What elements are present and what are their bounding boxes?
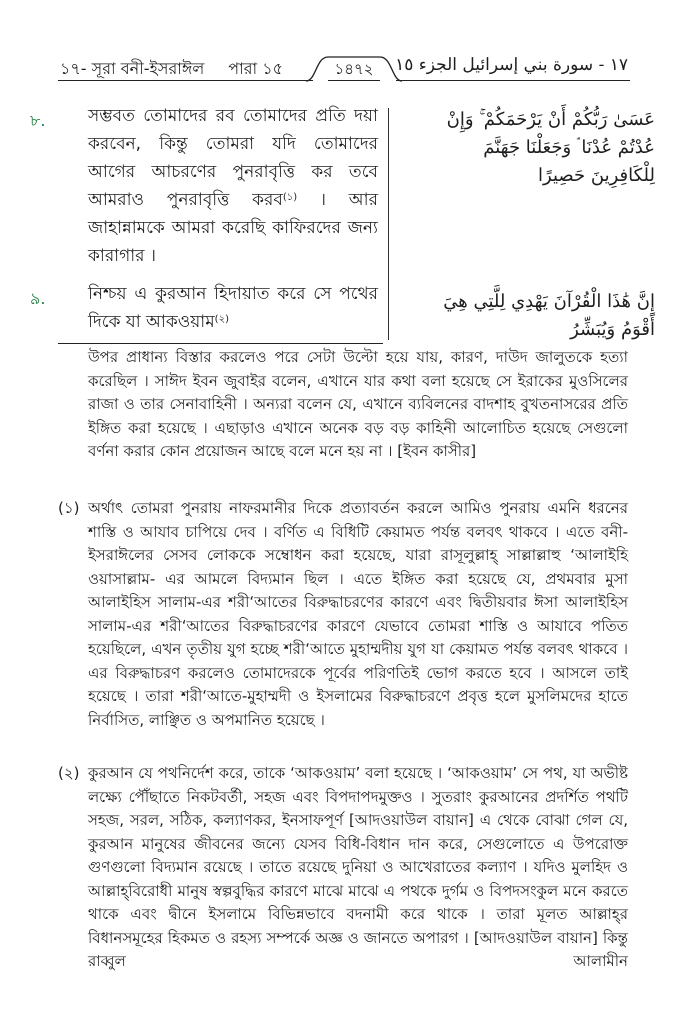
verse-arabic: عَسَىٰ رَبُّكُمْ أَنْ يَرْحَمَكُمْ ۚ وَإِنْ عُدْتُمْ عُدْنَا ۘ وَجَعَلْنَا جَهَنَّمَ لِلْكَافِرِينَ حَصِيرًا bbox=[446, 109, 655, 186]
footnote-ref-1[interactable]: (১) bbox=[282, 192, 298, 203]
header-rule-left bbox=[58, 80, 313, 81]
verse-translation bbox=[88, 102, 378, 270]
header-page-number: ১৪৭২ bbox=[334, 60, 374, 78]
running-header bbox=[58, 52, 630, 82]
verse-arabic: إِنَّ هَٰذَا الْقُرْآنَ يَهْدِي لِلَّتِي هِيَ أَقْوَمُ وَيُبَشِّرُ bbox=[443, 291, 655, 340]
column-divider bbox=[388, 108, 389, 340]
header-sura-arabic: ١٧ - سورة بني إسرائيل الجزء ١٥ bbox=[395, 55, 628, 75]
footnote-number: (১) bbox=[58, 499, 80, 517]
verse-translation bbox=[88, 280, 378, 336]
footnote-continued: উপর প্রাধান্য বিস্তার করলেও পরে সেটা উল্টো হয়ে যায়, কারণ, দাউদ জালুতকে হত্যা করেছিল । সাঈদ ইবন জুবাইর বলেন, এখানে যার কথা বলা হয়েছে সে ইরাকের মুওসিলের রাজা ও তার সেনাবাহিনী । অন্যরা বলেন যে, এখানে ব্যবিলনের বাদশাহ বুখতনাসরের প্রতি ইঙ্গিত করা হয়েছে । এছাড়াও এখানে অনেক বড় বড় কাহিনী আলোচিত হয়েছে সেগুলো বর্ণনা করার কোন প্রয়োজন আছে বলে মনে হয় না । [ইবন কাসীর] bbox=[88, 348, 628, 460]
footnote-text: অর্থাৎ তোমরা পুনরায় নাফরমানীর দিকে প্রত্যাবর্তন করলে আমিও পুনরায় এমনি ধরনের শাস্তি ও আযাব চাপিয়ে দেব । বর্ণিত এ বিধিটি কেয়ামত পর্যন্ত বলবৎ থাকবে । এতে বনী-ইসরাঈলের সেসব লোককে সম্বোধন করা হয়েছে, যারা রাসূলুল্লাহ্ সাল্লাল্লাহু ‘আলাইহি ওয়াসাল্লাম- এর আমলে বিদ্যমান ছিল । এতে ইঙ্গিত করা হয়েছে যে, প্রথমবার মুসা আলাইহিস সালাম-এর শরী‘আতের বিরুদ্ধাচরণের কারণে এবং দ্বিতীয়বার ঈসা আলাইহিস সালাম-এর শরী‘আতের বিরুদ্ধাচরণের কারণে যেভাবে তোমরা শাস্তি ও আযাবে পতিত হয়েছিলে, এখন তৃতীয় যুগ হচ্ছে শরী‘আতে মুহাম্মদীয় যুগ যা কেয়ামত পর্যন্ত বলবৎ থাকবে । এর বিরুদ্ধাচরণ করলেও তোমাদেরকে পূর্বের পরিণতিই ভোগ করতে হবে । আসলে তাই হয়েছে । তারা শরী‘আতে-মুহাম্মদী ও ইসলামের বিরুদ্ধাচরণে প্রবৃত্ত হলে মুসলিমদের হাতে নির্বাসিত, লাঞ্ছিত ও অপমানিত হয়েছে । bbox=[88, 499, 628, 729]
footnote-text: কুরআন যে পথনির্দেশ করে, তাকে ‘আকওয়াম’ বলা হয়েছে । ‘আকওয়াম’ সে পথ, যা অভীষ্ট লক্ষ্যে পৌঁছাতে নিকটবর্তী, সহজ এবং বিপদাপদমুক্তও । সুতরাং কুরআনের প্রদর্শিত পথটি সহজ, সরল, সঠিক, কল্যাণকর, ইনসাফপূর্ণ [আদওয়াউল বায়ান] এ থেকে বোঝা গেল যে, কুরআন মানুষের জীবনের জন্যে যেসব বিধি-বিধান দান করে, সেগুলোতে এ উপরোক্ত গুণগুলো বিদ্যমান রয়েছে । তাতে রয়েছে দুনিয়া ও আখেরাতের কল্যাণ । যদিও মুলহিদ ও আল্লাহ্‌বিরোধী মানুষ স্বল্পবুদ্ধির কারণে মাঝে মাঝে এ পথকে দুর্গম ও বিপদসংকুল মনে করতে থাকে এবং দ্বীনে ইসলামে বিভিন্নভাবে বদনামী করে থাকে । তারা মূলত আল্লাহ্‌র বিধানসমূহের হিকমত ও রহস্য সম্পর্কে অজ্ঞ ও জানতে অপারগ । [আদওয়াউল বায়ান] কিন্তু রাব্বুল আলামীন bbox=[88, 764, 628, 970]
verse-translation-text: নিশ্চয় এ কুরআন হিদায়াত করে সে পথের দিকে যা আকওয়াম bbox=[88, 284, 378, 332]
footnote-separator bbox=[58, 343, 383, 344]
verse-translation-text: সম্ভবত তোমাদের রব তোমাদের প্রতি দয়া করবেন, কিন্তু তোমরা যদি তোমাদের আগের আচরণের পুনরাবৃত্তি কর তবে আমরাও পুনরাবৃত্তি করব bbox=[88, 106, 378, 210]
footnote-number: (২) bbox=[58, 764, 80, 782]
verse-number: ৯. bbox=[30, 289, 46, 308]
header-para-number: পারা ১৫ bbox=[228, 59, 283, 78]
header-rule-middle bbox=[328, 80, 380, 81]
verse-translation-cont: । আর জাহান্নামকে আমরা করেছি কাফিরদের জন্য কারাগার । bbox=[88, 190, 378, 266]
header-sura-name: ১৭- সূরা বনী-ইসরাঈল bbox=[60, 59, 205, 78]
footnote-ref-2[interactable]: (২) bbox=[214, 314, 229, 325]
header-rule-right bbox=[396, 80, 630, 81]
verse-number: ৮. bbox=[30, 111, 46, 130]
